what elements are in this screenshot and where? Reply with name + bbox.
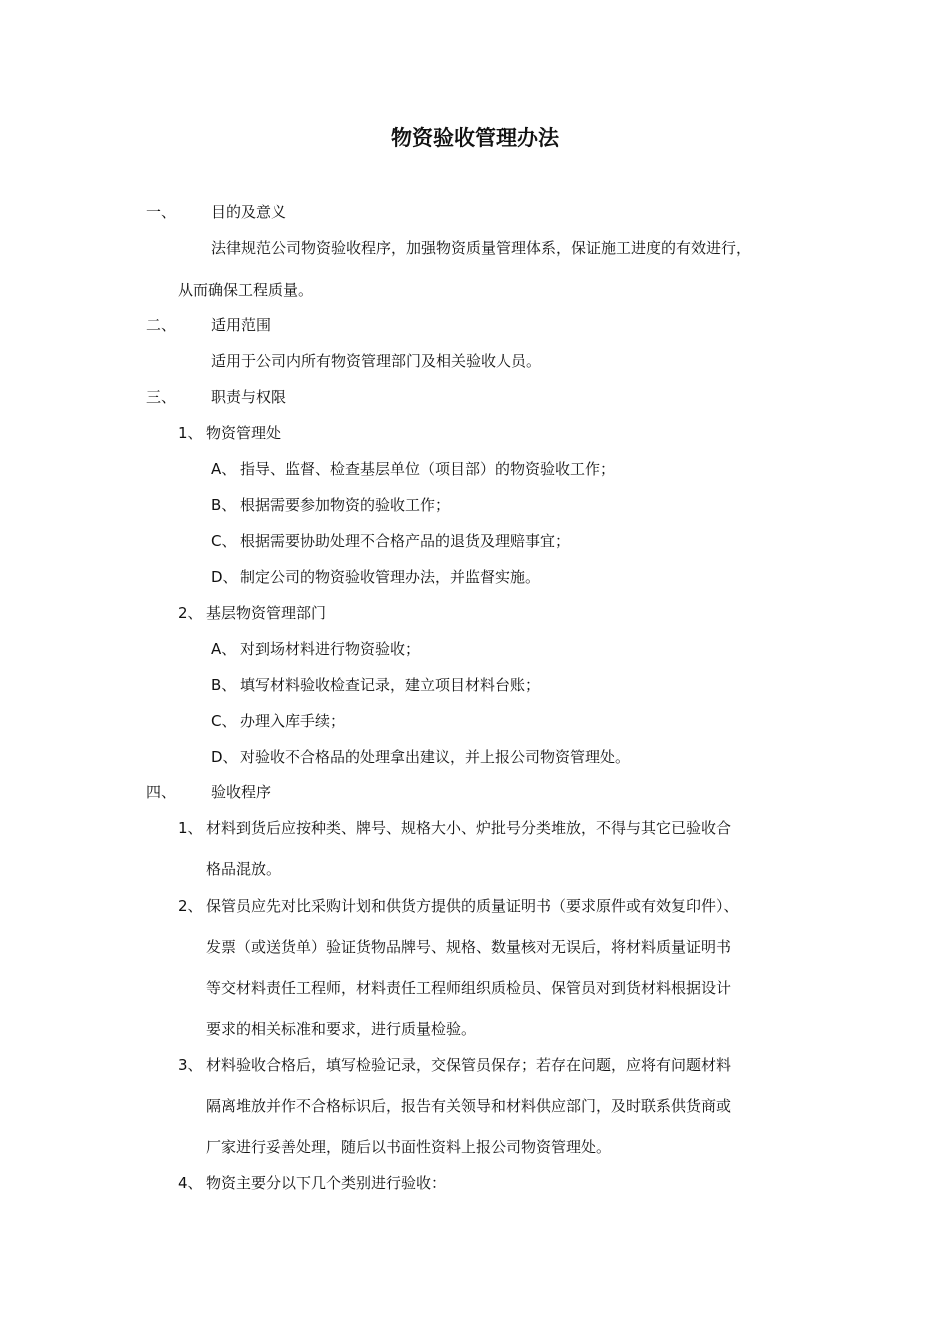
section-2-body: 适用于公司内所有物资管理部门及相关验收人员。: [211, 352, 542, 370]
paragraph-line: 厂家进行妥善处理，随后以书面性资料上报公司物资管理处。: [206, 1138, 612, 1156]
list-item-label: D、: [211, 748, 238, 766]
subsection-3-2-number: 2、: [178, 604, 203, 622]
section-4-heading: 验收程序: [211, 783, 272, 801]
list-item-text: 制定公司的物资验收管理办法，并监督实施。: [240, 568, 541, 586]
list-item-label: D、: [211, 568, 238, 586]
list-item-label: B、: [211, 676, 237, 694]
section-3-heading: 职责与权限: [211, 388, 287, 406]
section-3-number: 三、: [146, 388, 177, 406]
section-1-body-line-2: 从而确保工程质量。: [178, 281, 314, 299]
paragraph-number: 2、: [178, 897, 203, 915]
paragraph-line: 物资主要分以下几个类别进行验收：: [206, 1174, 447, 1192]
paragraph-line: 隔离堆放并作不合格标识后，报告有关领导和材料供应部门，及时联系供货商或: [206, 1097, 732, 1115]
section-4-number: 四、: [146, 783, 177, 801]
paragraph-number: 1、: [178, 819, 203, 837]
list-item-text: 指导、监督、检查基层单位（项目部）的物资验收工作；: [240, 460, 616, 478]
subsection-3-1-heading: 物资管理处: [206, 424, 282, 442]
paragraph-line: 发票（或送货单）验证货物品牌号、规格、数量核对无误后，将材料质量证明书: [206, 938, 732, 956]
section-1-heading: 目的及意义: [211, 203, 287, 221]
list-item-label: C、: [211, 532, 237, 550]
list-item-label: A、: [211, 640, 237, 658]
list-item-label: C、: [211, 712, 237, 730]
paragraph-line: 等交材料责任工程师，材料责任工程师组织质检员、保管员对到货材料根据设计: [206, 979, 732, 997]
paragraph-number: 3、: [178, 1056, 203, 1074]
paragraph-line: 要求的相关标准和要求，进行质量检验。: [206, 1020, 477, 1038]
list-item-label: B、: [211, 496, 237, 514]
list-item-text: 根据需要协助处理不合格产品的退货及理赔事宜；: [240, 532, 571, 550]
subsection-3-2-heading: 基层物资管理部门: [206, 604, 327, 622]
paragraph-line: 保管员应先对比采购计划和供货方提供的质量证明书（要求原件或有效复印件）、: [206, 897, 739, 915]
paragraph-line: 材料到货后应按种类、牌号、规格大小、炉批号分类堆放，不得与其它已验收合: [206, 819, 732, 837]
paragraph-number: 4、: [178, 1174, 203, 1192]
section-2-heading: 适用范围: [211, 316, 272, 334]
list-item-text: 填写材料验收检查记录，建立项目材料台账；: [240, 676, 541, 694]
list-item-text: 对验收不合格品的处理拿出建议，并上报公司物资管理处。: [240, 748, 631, 766]
subsection-3-1-number: 1、: [178, 424, 203, 442]
list-item-text: 根据需要参加物资的验收工作；: [240, 496, 451, 514]
list-item-text: 办理入库手续；: [240, 712, 346, 730]
list-item-label: A、: [211, 460, 237, 478]
section-2-number: 二、: [146, 316, 177, 334]
list-item-text: 对到场材料进行物资验收；: [240, 640, 421, 658]
section-1-number: 一、: [146, 203, 177, 221]
section-1-body-line-1: 法律规范公司物资验收程序，加强物资质量管理体系，保证施工进度的有效进行，: [211, 239, 752, 257]
paragraph-line: 格品混放。: [206, 860, 282, 878]
paragraph-line: 材料验收合格后，填写检验记录，交保管员保存；若存在问题，应将有问题材料: [206, 1056, 732, 1074]
document-title: 物资验收管理办法: [391, 126, 559, 150]
